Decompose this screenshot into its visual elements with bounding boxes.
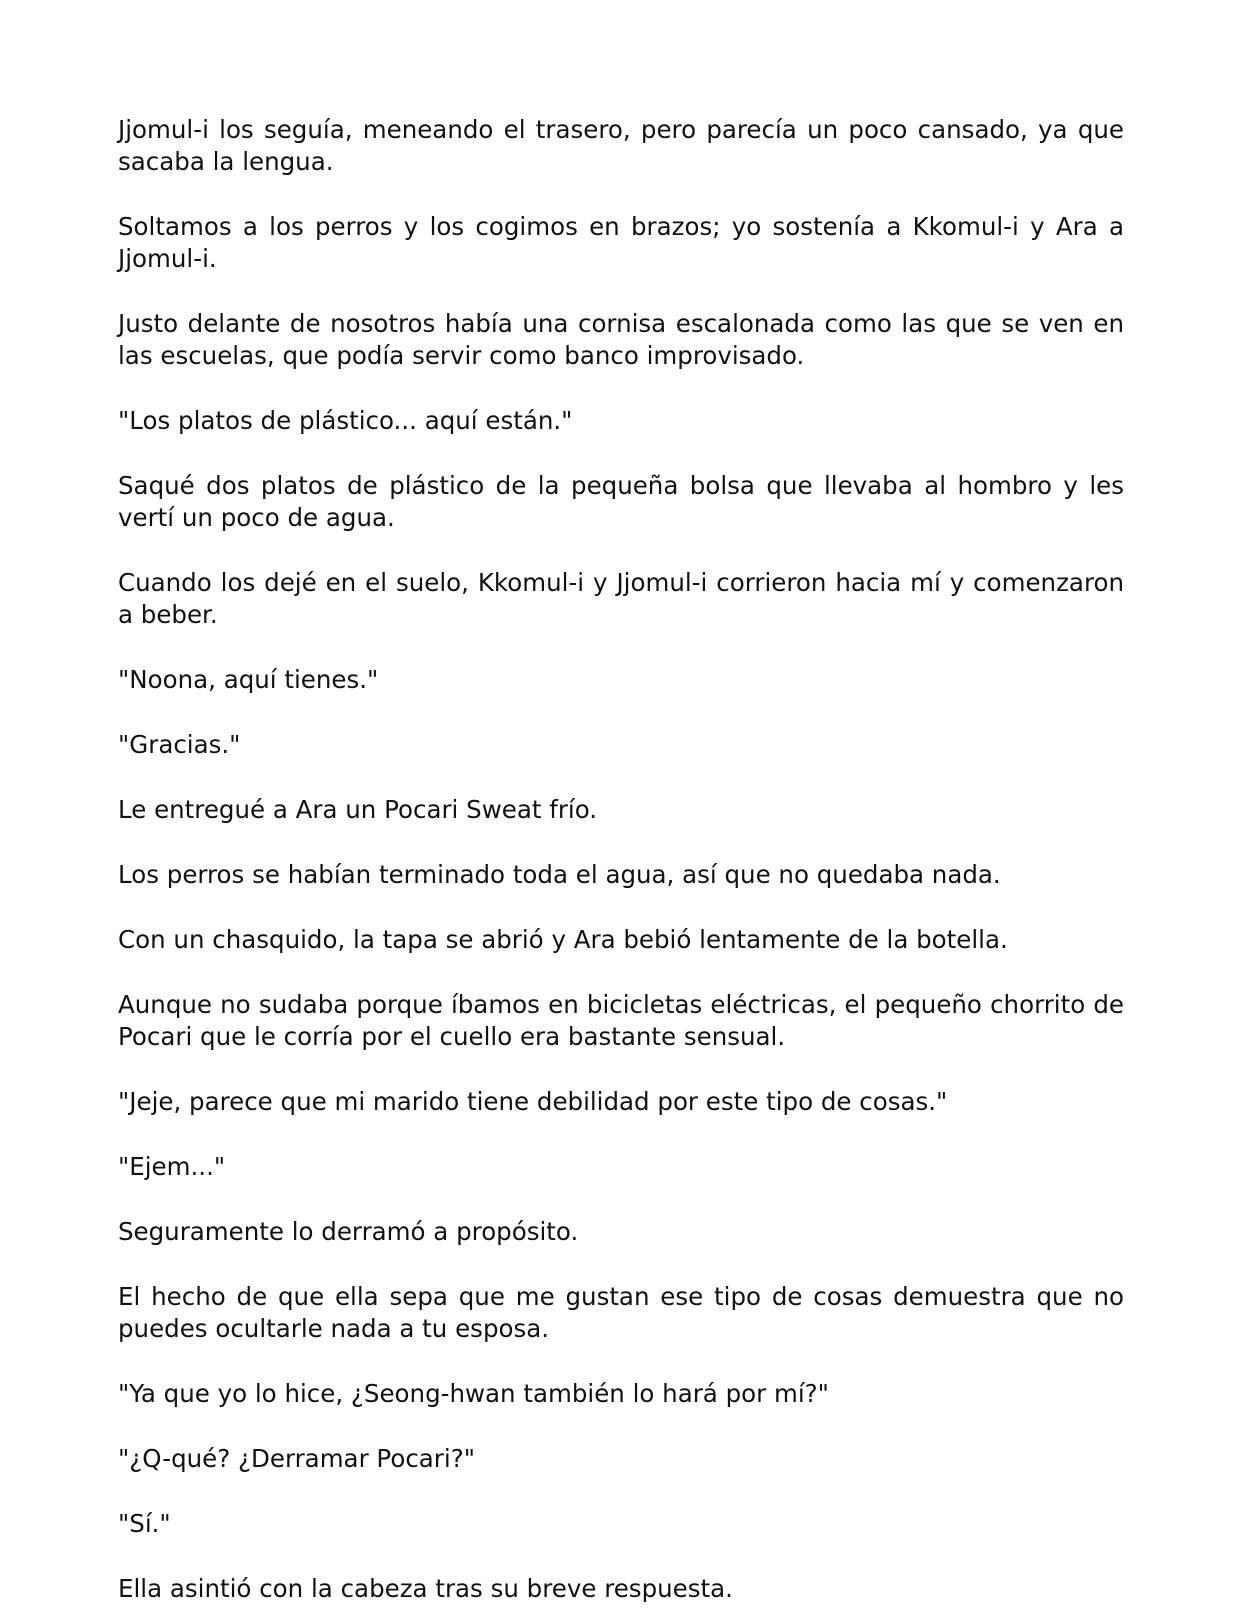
paragraph: Soltamos a los perros y los cogimos en brazos; yo sostenía a Kkomul-i y Ara a Jjomul-i. <box>118 212 1124 273</box>
dialog-line: "Ejem..." <box>118 1152 226 1181</box>
paragraph: Con un chasquido, la tapa se abrió y Ara bebió lentamente de la botella. <box>118 925 1008 954</box>
dialog-line: "Ya que yo lo hice, ¿Seong-hwan también lo hará por mí?" <box>118 1379 829 1408</box>
paragraph: Cuando los dejé en el suelo, Kkomul-i y Jjomul-i corrieron hacia mí y comenzaron a beber. <box>118 568 1124 629</box>
dialog-line: "Noona, aquí tienes." <box>118 665 379 694</box>
dialog-line: "Sí." <box>118 1509 171 1538</box>
paragraph: Ella asintió con la cabeza tras su breve respuesta. <box>118 1574 733 1603</box>
dialog-line: "¿Q-qué? ¿Derramar Pocari?" <box>118 1444 475 1473</box>
text-column <box>118 114 1124 1620</box>
dialog-line: "Jeje, parece que mi marido tiene debilidad por este tipo de cosas." <box>118 1087 948 1116</box>
paragraph: Los perros se habían terminado toda el agua, así que no quedaba nada. <box>118 860 1001 889</box>
paragraph: Saqué dos platos de plástico de la pequeña bolsa que llevaba al hombro y les vertí un poco de agua. <box>118 471 1124 532</box>
paragraph: Le entregué a Ara un Pocari Sweat frío. <box>118 795 598 824</box>
paragraph: El hecho de que ella sepa que me gustan ese tipo de cosas demuestra que no puedes ocultarle nada a tu esposa. <box>118 1282 1124 1343</box>
paragraph: Jjomul-i los seguía, meneando el trasero, pero parecía un poco cansado, ya que sacaba la lengua. <box>118 115 1124 176</box>
dialog-line: "Los platos de plástico... aquí están." <box>118 406 573 435</box>
dialog-line: "Gracias." <box>118 730 241 759</box>
paragraph: Seguramente lo derramó a propósito. <box>118 1217 579 1246</box>
paragraph: Justo delante de nosotros había una cornisa escalonada como las que se ven en las escuelas, que podía servir como banco improvisado. <box>118 309 1124 370</box>
paragraph: Aunque no sudaba porque íbamos en bicicletas eléctricas, el pequeño chorrito de Pocari que le corría por el cuello era bastante sensual. <box>118 990 1124 1051</box>
